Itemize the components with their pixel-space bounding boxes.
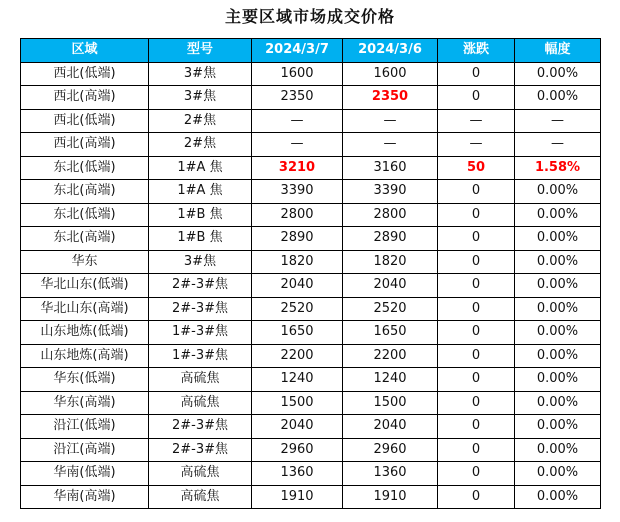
cell-change: 0 <box>438 274 515 298</box>
cell-price-0307: 2040 <box>252 274 343 298</box>
cell-percent: 0.00% <box>515 203 601 227</box>
cell-percent: — <box>515 133 601 157</box>
cell-region: 西北(低端) <box>21 62 149 86</box>
cell-price-0307: 2800 <box>252 203 343 227</box>
cell-change: 0 <box>438 391 515 415</box>
cell-percent: 0.00% <box>515 62 601 86</box>
cell-price-0307: 2520 <box>252 297 343 321</box>
cell-price-0306: 2200 <box>343 344 438 368</box>
table-row <box>21 109 601 133</box>
page-title: 主要区域市场成交价格 <box>224 7 395 26</box>
cell-price-0306: 2520 <box>343 297 438 321</box>
table-row <box>21 156 601 180</box>
cell-price-0307: 3210 <box>252 156 343 180</box>
cell-region: 华北山东(高端) <box>21 297 149 321</box>
cell-change: — <box>438 133 515 157</box>
cell-price-0307: 1500 <box>252 391 343 415</box>
cell-model: 1#A 焦 <box>149 180 252 204</box>
cell-region: 东北(高端) <box>21 180 149 204</box>
cell-price-0306: 1650 <box>343 321 438 345</box>
cell-change: 0 <box>438 462 515 486</box>
table-body <box>21 62 601 509</box>
cell-price-0306: 2040 <box>343 415 438 439</box>
cell-price-0307: 1240 <box>252 368 343 392</box>
table-row <box>21 485 601 509</box>
table-row <box>21 203 601 227</box>
cell-model: 1#B 焦 <box>149 227 252 251</box>
cell-percent: 0.00% <box>515 368 601 392</box>
column-header-percent: 幅度 <box>515 39 601 63</box>
column-header-date-0307: 2024/3/7 <box>252 39 343 63</box>
table-row <box>21 86 601 110</box>
column-header-model: 型号 <box>149 39 252 63</box>
cell-price-0306: 2350 <box>343 86 438 110</box>
cell-price-0306: 1820 <box>343 250 438 274</box>
cell-region: 华东(高端) <box>21 391 149 415</box>
cell-change: 0 <box>438 86 515 110</box>
cell-price-0307: — <box>252 133 343 157</box>
cell-price-0306: 2890 <box>343 227 438 251</box>
cell-model: 高硫焦 <box>149 391 252 415</box>
cell-percent: 0.00% <box>515 321 601 345</box>
cell-price-0307: 2200 <box>252 344 343 368</box>
column-header-region: 区域 <box>21 39 149 63</box>
cell-change: 50 <box>438 156 515 180</box>
cell-model: 3#焦 <box>149 250 252 274</box>
cell-price-0306: 2960 <box>343 438 438 462</box>
cell-price-0306: 2040 <box>343 274 438 298</box>
cell-percent: 0.00% <box>515 391 601 415</box>
cell-price-0307: 2350 <box>252 86 343 110</box>
cell-change: 0 <box>438 415 515 439</box>
cell-price-0306: 1360 <box>343 462 438 486</box>
cell-price-0307: 1910 <box>252 485 343 509</box>
cell-model: 1#-3#焦 <box>149 344 252 368</box>
cell-region: 沿江(低端) <box>21 415 149 439</box>
cell-percent: 0.00% <box>515 180 601 204</box>
cell-price-0307: 1820 <box>252 250 343 274</box>
cell-percent: 0.00% <box>515 297 601 321</box>
cell-model: 1#-3#焦 <box>149 321 252 345</box>
cell-percent: 0.00% <box>515 485 601 509</box>
cell-region: 东北(低端) <box>21 156 149 180</box>
cell-region: 东北(高端) <box>21 227 149 251</box>
cell-percent: 0.00% <box>515 462 601 486</box>
cell-model: 高硫焦 <box>149 368 252 392</box>
cell-percent: 1.58% <box>515 156 601 180</box>
cell-region: 华东(低端) <box>21 368 149 392</box>
cell-model: 2#-3#焦 <box>149 438 252 462</box>
cell-change: 0 <box>438 297 515 321</box>
cell-price-0307: 1600 <box>252 62 343 86</box>
cell-price-0306: 3390 <box>343 180 438 204</box>
table-header-row <box>21 39 601 63</box>
cell-price-0307: 3390 <box>252 180 343 204</box>
table-row <box>21 415 601 439</box>
cell-region: 华北山东(低端) <box>21 274 149 298</box>
cell-price-0306: — <box>343 133 438 157</box>
cell-price-0306: — <box>343 109 438 133</box>
cell-region: 沿江(高端) <box>21 438 149 462</box>
cell-price-0307: 2960 <box>252 438 343 462</box>
cell-percent: 0.00% <box>515 227 601 251</box>
cell-region: 华南(低端) <box>21 462 149 486</box>
cell-region: 西北(高端) <box>21 86 149 110</box>
table-row <box>21 297 601 321</box>
table-row <box>21 344 601 368</box>
table-row <box>21 321 601 345</box>
cell-price-0306: 3160 <box>343 156 438 180</box>
table-row <box>21 250 601 274</box>
cell-model: 3#焦 <box>149 86 252 110</box>
cell-change: 0 <box>438 250 515 274</box>
cell-region: 华南(高端) <box>21 485 149 509</box>
cell-price-0306: 1910 <box>343 485 438 509</box>
cell-change: 0 <box>438 203 515 227</box>
cell-change: 0 <box>438 438 515 462</box>
cell-percent: — <box>515 109 601 133</box>
cell-region: 华东 <box>21 250 149 274</box>
cell-price-0306: 2800 <box>343 203 438 227</box>
cell-price-0307: 1360 <box>252 462 343 486</box>
cell-region: 西北(低端) <box>21 109 149 133</box>
column-header-date-0306: 2024/3/6 <box>343 39 438 63</box>
cell-model: 3#焦 <box>149 62 252 86</box>
table-row <box>21 274 601 298</box>
cell-region: 山东地炼(低端) <box>21 321 149 345</box>
cell-price-0306: 1500 <box>343 391 438 415</box>
cell-model: 1#A 焦 <box>149 156 252 180</box>
cell-region: 东北(低端) <box>21 203 149 227</box>
cell-model: 2#焦 <box>149 133 252 157</box>
table-row <box>21 391 601 415</box>
cell-change: 0 <box>438 321 515 345</box>
cell-region: 西北(高端) <box>21 133 149 157</box>
cell-change: 0 <box>438 62 515 86</box>
table-row <box>21 133 601 157</box>
cell-price-0306: 1600 <box>343 62 438 86</box>
table-row <box>21 227 601 251</box>
cell-percent: 0.00% <box>515 86 601 110</box>
cell-change: 0 <box>438 180 515 204</box>
cell-percent: 0.00% <box>515 250 601 274</box>
cell-change: 0 <box>438 368 515 392</box>
price-table <box>20 38 601 509</box>
cell-percent: 0.00% <box>515 344 601 368</box>
cell-change: 0 <box>438 344 515 368</box>
cell-percent: 0.00% <box>515 438 601 462</box>
cell-model: 2#-3#焦 <box>149 297 252 321</box>
table-row <box>21 180 601 204</box>
cell-change: — <box>438 109 515 133</box>
cell-model: 高硫焦 <box>149 462 252 486</box>
cell-price-0307: — <box>252 109 343 133</box>
cell-percent: 0.00% <box>515 274 601 298</box>
cell-change: 0 <box>438 485 515 509</box>
cell-percent: 0.00% <box>515 415 601 439</box>
cell-change: 0 <box>438 227 515 251</box>
cell-model: 2#焦 <box>149 109 252 133</box>
table-row <box>21 368 601 392</box>
table-row <box>21 462 601 486</box>
column-header-change: 涨跌 <box>438 39 515 63</box>
table-row <box>21 438 601 462</box>
cell-model: 1#B 焦 <box>149 203 252 227</box>
table-row <box>21 62 601 86</box>
cell-price-0307: 2040 <box>252 415 343 439</box>
cell-price-0306: 1240 <box>343 368 438 392</box>
cell-model: 高硫焦 <box>149 485 252 509</box>
cell-region: 山东地炼(高端) <box>21 344 149 368</box>
cell-model: 2#-3#焦 <box>149 274 252 298</box>
cell-price-0307: 1650 <box>252 321 343 345</box>
cell-model: 2#-3#焦 <box>149 415 252 439</box>
cell-price-0307: 2890 <box>252 227 343 251</box>
